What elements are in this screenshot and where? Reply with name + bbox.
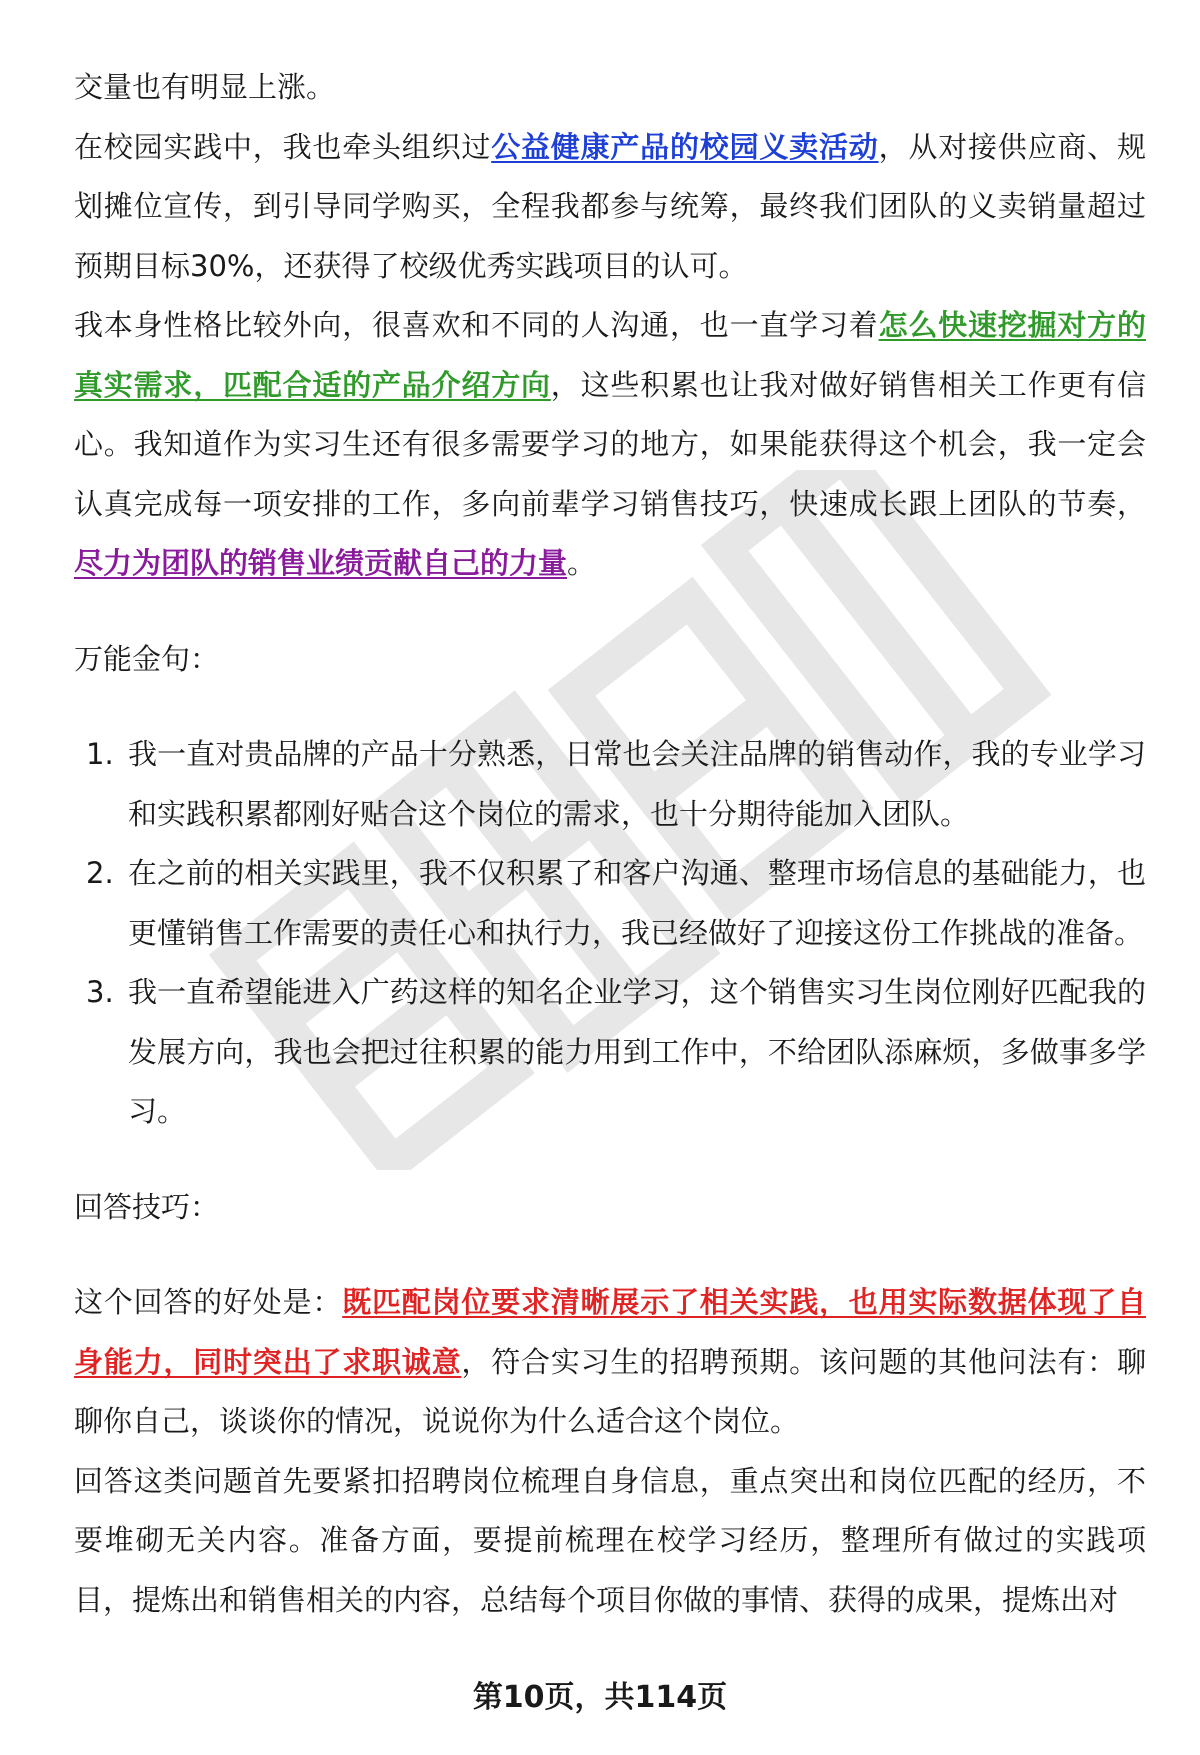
- highlight-purple: 尽力为团队的销售业绩贡献自己的力量: [74, 546, 568, 580]
- paragraph-text: 。: [567, 546, 597, 580]
- paragraph-answer-benefit: [74, 1273, 1146, 1452]
- list-item-text: 我一直对贵品牌的产品十分熟悉，日常也会关注品牌的销售动作，我的专业学习和实践积累都刚好贴合这个岗位的需求，也十分期待能加入团队。: [128, 737, 1146, 831]
- section-heading-golden-sentences: 万能金句：: [74, 641, 220, 676]
- paragraph-text: 交量也有明显上涨。: [74, 70, 336, 104]
- paragraph-text: 回答这类问题首先要紧扣招聘岗位梳理自身信息，重点突出和岗位匹配的经历，不要堆砌无关内容。准备方面，要提前梳理在校学习经历，整理所有做过的实践项目，提炼出和销售相关的内容，总结每个项目你做的事情、获得的成果，提炼出对: [74, 1463, 1146, 1617]
- paragraph-answer-method: [74, 1452, 1146, 1631]
- page-number-footer: 第10页，共114页: [472, 1680, 728, 1715]
- paragraph-personality: [74, 296, 1146, 594]
- list-item-text: 在之前的相关实践里，我不仅积累了和客户沟通、整理市场信息的基础能力，也更懂销售工作需要的责任心和执行力，我已经做好了迎接这份工作挑战的准备。: [128, 856, 1146, 950]
- highlight-blue: 公益健康产品的校园义卖活动: [491, 129, 879, 164]
- list-item: [74, 725, 1146, 844]
- list-item: [74, 963, 1146, 1142]
- list-item-number: 1.: [86, 737, 114, 771]
- list-item-text: 我一直希望能进入广药这样的知名企业学习，这个销售实习生岗位刚好匹配我的发展方向，我也会把过往积累的能力用到工作中，不给团队添麻烦，多做事多学习。: [128, 975, 1146, 1128]
- paragraph-text: ，这些积累也让我对做好销售相关工作更有信心。我知道作为实习生还有很多需要学习的地方，如果能获得这个机会，我一定会认真完成每一项安排的工作，多向前辈学习销售技巧，快速成长跟上团队的节奏，: [74, 367, 1146, 521]
- document-body: [74, 58, 1146, 1630]
- list-item: [74, 844, 1146, 963]
- paragraph-text: 我本身性格比较外向，很喜欢和不同的人沟通，也一直学习着: [74, 308, 879, 342]
- paragraph-text: 这个回答的好处是：: [74, 1285, 343, 1319]
- golden-sentences-list: [74, 725, 1146, 1142]
- section-heading-answer-tips: 回答技巧：: [74, 1189, 220, 1224]
- paragraph-text: ，符合实习生的招聘预期。该问题的其他问法有：聊聊你自己，谈谈你的情况，说说你为什么适合这个岗位。: [74, 1344, 1146, 1438]
- list-item-number: 2.: [86, 856, 114, 890]
- paragraph-text: ，从对接供应商、规划摊位宣传，到引导同学购买，全程我都参与统筹，最终我们团队的义卖销量超过预期目标30%，还获得了校级优秀实践项目的认可。: [74, 129, 1146, 283]
- highlight-red: 既匹配岗位要求清晰展示了相关实践，也用实际数据体现了自身能力，同时突出了求职诚意: [74, 1285, 1146, 1379]
- paragraph-text: 在校园实践中，我也牵头组织过: [74, 129, 492, 164]
- paragraph-campus-practice: [74, 118, 1146, 297]
- paragraph-continuation: [74, 58, 1146, 118]
- list-item-number: 3.: [86, 975, 114, 1009]
- highlight-green: 怎么快速挖掘对方的真实需求，匹配合适的产品介绍方向: [74, 308, 1146, 402]
